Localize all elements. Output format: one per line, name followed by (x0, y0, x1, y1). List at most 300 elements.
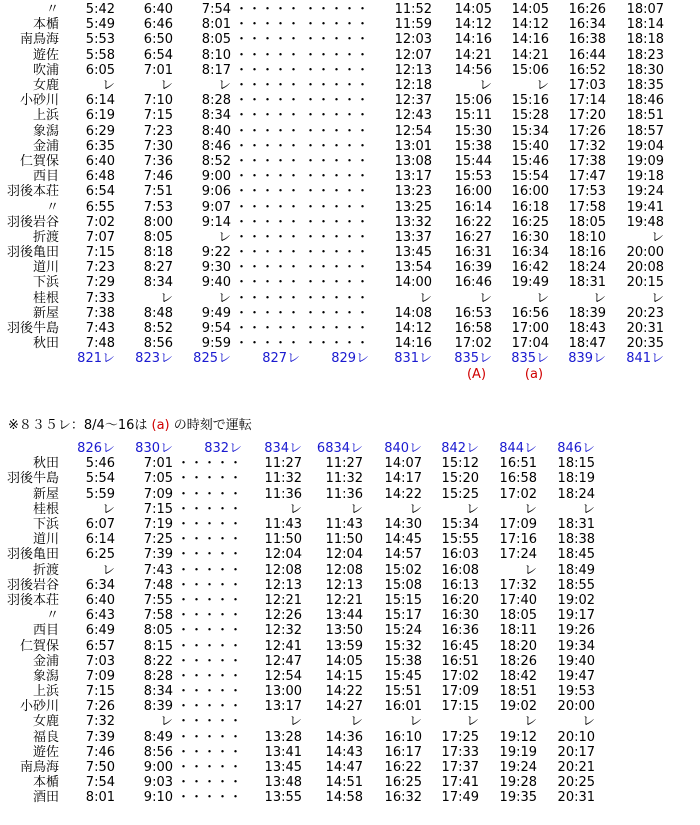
station-name: 〃 (45, 608, 59, 624)
time-cell: 6:19 (85, 108, 115, 124)
time-cell: 18:39 (568, 305, 607, 321)
time-cell: ・・・・・ (235, 336, 301, 352)
time-cell: 7:54 (201, 2, 231, 18)
time-cell: 18:49 (557, 562, 596, 578)
time-cell: レ (159, 714, 173, 730)
time-cell: レ (479, 78, 493, 94)
time-cell: 19:41 (626, 199, 665, 215)
time-cell: 15:24 (384, 623, 423, 639)
station-name: 羽後牛島 (6, 471, 59, 487)
time-cell: 16:25 (384, 775, 423, 791)
time-cell: 18:14 (626, 17, 665, 33)
time-cell: 11:50 (325, 532, 364, 548)
time-cell: 9:22 (201, 245, 231, 261)
time-cell: 17:37 (441, 760, 480, 776)
time-cell: 17:14 (568, 93, 607, 109)
train-number: 821レ (77, 351, 115, 367)
time-cell: 7:07 (85, 229, 115, 245)
time-cell: 16:45 (441, 638, 480, 654)
table-row (2, 124, 668, 139)
train-number: 832レ (204, 441, 243, 457)
time-cell: 7:43 (143, 562, 173, 578)
station-name: 西目 (32, 623, 59, 639)
station-name: 桂根 (32, 501, 59, 517)
time-cell: 6:40 (85, 592, 115, 608)
time-cell: 5:53 (85, 32, 115, 48)
time-cell: レ (524, 501, 538, 517)
time-cell: ・・・・・ (177, 517, 243, 533)
train-number: 6834レ (316, 441, 364, 457)
time-cell: 7:32 (85, 714, 115, 730)
time-cell: レ (524, 562, 538, 578)
time-cell: 15:15 (384, 592, 423, 608)
time-cell: 8:10 (201, 47, 231, 63)
table-row (2, 32, 668, 47)
timetable-lower-body (2, 441, 599, 806)
time-cell: 17:20 (568, 108, 607, 124)
time-cell: 7:46 (85, 744, 115, 760)
station-name: 西目 (32, 169, 59, 185)
time-cell: 12:21 (264, 592, 303, 608)
time-cell: 18:30 (626, 62, 665, 78)
station-name: 秋田 (32, 456, 59, 472)
time-cell: 12:13 (394, 62, 433, 78)
time-cell: ・・・・・ (304, 47, 370, 63)
time-cell: レ (289, 714, 303, 730)
time-cell: 18:07 (626, 2, 665, 18)
time-cell: 6:46 (143, 17, 173, 33)
time-cell: ・・・・・ (177, 668, 243, 684)
train-number: 823レ (135, 351, 173, 367)
time-cell: 18:23 (626, 47, 665, 63)
time-cell: 16:26 (568, 2, 607, 18)
time-cell: 7:19 (143, 517, 173, 533)
time-cell: ・・・・・ (177, 547, 243, 563)
time-cell: ・・・・・ (177, 760, 243, 776)
time-cell: 7:38 (85, 305, 115, 321)
time-cell: 7:15 (143, 501, 173, 517)
time-cell: 18:15 (557, 456, 596, 472)
time-cell: 13:54 (394, 260, 433, 276)
time-cell: 16:25 (511, 214, 550, 230)
time-cell: レ (536, 78, 550, 94)
time-cell: 13:00 (264, 684, 303, 700)
time-cell: ・・・・・ (304, 108, 370, 124)
time-cell: 14:05 (325, 653, 364, 669)
time-cell: 18:55 (557, 577, 596, 593)
train-number: 826レ (77, 441, 115, 457)
time-cell: 15:38 (384, 653, 423, 669)
time-cell: 16:27 (454, 229, 493, 245)
time-cell: 16:36 (441, 623, 480, 639)
time-cell: 7:29 (85, 275, 115, 291)
time-cell: ・・・・・ (235, 169, 301, 185)
note-suffix: の時刻で運転 (169, 418, 252, 433)
time-cell: レ (536, 290, 550, 306)
time-cell: 8:56 (143, 336, 173, 352)
time-cell: 8:28 (201, 93, 231, 109)
time-cell: 14:16 (394, 336, 433, 352)
time-cell: 16:34 (568, 17, 607, 33)
time-cell: ・・・・・ (304, 169, 370, 185)
time-cell: 19:49 (511, 275, 550, 291)
time-cell: ・・・・・ (235, 290, 301, 306)
train-mark (235, 367, 304, 382)
time-cell: ・・・・・ (177, 486, 243, 502)
time-cell: 18:38 (557, 532, 596, 548)
time-cell: 16:52 (568, 62, 607, 78)
time-cell: ・・・・・ (304, 305, 370, 321)
station-name: 南鳥海 (19, 32, 59, 48)
table-row (2, 48, 668, 63)
time-cell: 15:28 (511, 108, 550, 124)
station-name: 新屋 (32, 305, 59, 321)
time-cell: 8:52 (201, 153, 231, 169)
table-row (2, 230, 668, 245)
time-cell: 7:53 (143, 199, 173, 215)
station-name: 象潟 (32, 668, 59, 684)
table-row (2, 245, 668, 260)
station-name: 南鳥海 (19, 760, 59, 776)
time-cell: 20:25 (557, 775, 596, 791)
train-mark (177, 367, 235, 382)
table-row (2, 93, 668, 108)
time-cell: 8:34 (201, 108, 231, 124)
time-cell: 9:30 (201, 260, 231, 276)
station-name: 福良 (32, 729, 59, 745)
time-cell: 18:31 (568, 275, 607, 291)
time-cell: ・・・・・ (304, 321, 370, 337)
station-name: 新屋 (32, 486, 59, 502)
time-cell: 7:48 (85, 336, 115, 352)
time-cell: 12:04 (264, 547, 303, 563)
table-row (2, 730, 599, 745)
table-row (2, 608, 599, 623)
time-cell: 12:18 (394, 78, 433, 94)
time-cell: 15:51 (384, 684, 423, 700)
time-cell: 16:30 (441, 608, 480, 624)
time-cell: 18:19 (557, 471, 596, 487)
time-cell: レ (419, 290, 433, 306)
time-cell: ・・・・・ (235, 199, 301, 215)
time-cell: ・・・・・ (235, 305, 301, 321)
time-cell: ・・・・・ (177, 653, 243, 669)
time-cell: 15:53 (454, 169, 493, 185)
time-cell: 16:22 (384, 760, 423, 776)
time-cell: 16:39 (454, 260, 493, 276)
station-name: 本楯 (32, 17, 59, 33)
time-cell: 17:26 (568, 123, 607, 139)
time-cell: 12:08 (325, 562, 364, 578)
time-cell: ・・・・・ (177, 471, 243, 487)
time-cell: ・・・・・ (177, 592, 243, 608)
time-cell: 7:50 (85, 760, 115, 776)
time-cell: 14:22 (384, 486, 423, 502)
time-cell: ・・・・・ (304, 138, 370, 154)
time-cell: 18:16 (568, 245, 607, 261)
station-name: 羽後岩谷 (6, 577, 59, 593)
time-cell: 8:18 (143, 245, 173, 261)
time-cell: 12:37 (394, 93, 433, 109)
time-cell: レ (159, 78, 173, 94)
table-row (2, 487, 599, 502)
time-cell: 7:15 (85, 245, 115, 261)
train-number: 846レ (557, 441, 596, 457)
time-cell: 13:01 (394, 138, 433, 154)
time-cell: 19:26 (557, 623, 596, 639)
station-name: 羽後岩谷 (6, 214, 59, 230)
time-cell: 20:35 (626, 336, 665, 352)
time-cell: ・・・・・ (177, 623, 243, 639)
station-name: 女鹿 (32, 714, 59, 730)
station-name: 下浜 (32, 275, 59, 291)
time-cell: ・・・・・ (235, 47, 301, 63)
time-cell: 15:38 (454, 138, 493, 154)
time-cell: 8:56 (143, 744, 173, 760)
time-cell: 19:40 (557, 653, 596, 669)
time-cell: ・・・・・ (235, 153, 301, 169)
time-cell: 13:37 (394, 229, 433, 245)
time-cell: 14:21 (511, 47, 550, 63)
time-cell: 16:03 (441, 547, 480, 563)
time-cell: ・・・・・ (235, 321, 301, 337)
time-cell: 16:30 (511, 229, 550, 245)
time-cell: 16:18 (511, 199, 550, 215)
time-cell: 8:46 (201, 138, 231, 154)
time-cell: ・・・・・ (304, 17, 370, 33)
table-row (2, 714, 599, 729)
time-cell: 11:52 (394, 2, 433, 18)
time-cell: 8:01 (201, 17, 231, 33)
time-cell: 18:35 (626, 78, 665, 94)
time-cell: 12:13 (325, 577, 364, 593)
time-cell: 17:09 (441, 684, 480, 700)
time-cell: 6:54 (143, 47, 173, 63)
time-cell: ・・・・・ (304, 2, 370, 18)
time-cell: 14:12 (394, 321, 433, 337)
time-cell: ・・・・・ (304, 245, 370, 261)
time-cell: 7:36 (143, 153, 173, 169)
time-cell: ・・・・・ (177, 562, 243, 578)
time-cell: 7:48 (143, 577, 173, 593)
time-cell: 13:50 (325, 623, 364, 639)
time-cell: 19:47 (557, 668, 596, 684)
table-row (2, 291, 668, 306)
time-cell: 7:46 (143, 169, 173, 185)
time-cell: 7:05 (143, 471, 173, 487)
time-cell: ・・・・・ (304, 229, 370, 245)
time-cell: 18:24 (557, 486, 596, 502)
time-cell: レ (651, 290, 665, 306)
time-cell: 14:07 (384, 456, 423, 472)
time-cell: 17:47 (568, 169, 607, 185)
time-cell: 16:17 (384, 744, 423, 760)
table-row (2, 669, 599, 684)
time-cell: 7:15 (85, 684, 115, 700)
table-row (2, 517, 599, 532)
table-row (2, 63, 668, 78)
time-cell: レ (479, 290, 493, 306)
time-cell: ・・・・・ (235, 229, 301, 245)
table-row (2, 154, 668, 169)
time-cell: 9:07 (201, 199, 231, 215)
time-cell: 16:51 (499, 456, 538, 472)
time-cell: 16:13 (441, 577, 480, 593)
time-cell: ・・・・・ (304, 78, 370, 94)
time-cell: 6:40 (85, 153, 115, 169)
time-cell: 18:46 (626, 93, 665, 109)
time-cell: 14:12 (454, 17, 493, 33)
time-cell: 7:33 (85, 290, 115, 306)
time-cell: 8:49 (143, 729, 173, 745)
timetable-upper (2, 2, 668, 382)
time-cell: 20:31 (557, 790, 596, 806)
time-cell: 18:57 (626, 123, 665, 139)
station-name: 〃 (45, 199, 59, 215)
time-cell: 19:12 (499, 729, 538, 745)
time-cell: レ (524, 714, 538, 730)
train-number: 842レ (441, 441, 480, 457)
table-row (2, 775, 599, 790)
time-cell: 16:58 (499, 471, 538, 487)
time-cell: 12:21 (325, 592, 364, 608)
time-cell: 8:01 (85, 790, 115, 806)
time-cell: 19:09 (626, 153, 665, 169)
time-cell: 16:08 (441, 562, 480, 578)
train-mark (610, 367, 668, 382)
time-cell: 14:08 (394, 305, 433, 321)
station-name: 秋田 (32, 336, 59, 352)
station-name: 金浦 (32, 138, 59, 154)
table-row (2, 563, 599, 578)
time-cell: レ (159, 290, 173, 306)
table-row (2, 684, 599, 699)
time-cell: 11:59 (394, 17, 433, 33)
train-number: 835レ (454, 351, 493, 367)
station-name: 仁賀保 (19, 153, 59, 169)
time-cell: ・・・・・ (177, 608, 243, 624)
time-cell: 6:43 (85, 608, 115, 624)
table-row (2, 260, 668, 275)
time-cell: 11:36 (325, 486, 364, 502)
train-mark (304, 367, 373, 382)
time-cell: 7:30 (143, 138, 173, 154)
train-number: 839レ (568, 351, 607, 367)
time-cell: 15:06 (511, 62, 550, 78)
time-cell: 16:00 (454, 184, 493, 200)
time-cell: 20:15 (626, 275, 665, 291)
train-number: 830レ (135, 441, 173, 457)
station-name: 遊佐 (32, 47, 59, 63)
time-cell: レ (289, 501, 303, 517)
time-cell: 17:03 (568, 78, 607, 94)
time-cell: 8:00 (143, 214, 173, 230)
time-cell: ・・・・・ (304, 123, 370, 139)
time-cell: 11:43 (264, 517, 303, 533)
time-cell: レ (217, 290, 231, 306)
table-row (2, 306, 668, 321)
time-cell: レ (466, 501, 480, 517)
time-cell: ・・・・・ (304, 93, 370, 109)
time-cell: 13:08 (394, 153, 433, 169)
time-cell: 19:24 (626, 184, 665, 200)
time-cell: 7:39 (85, 729, 115, 745)
time-cell: 14:17 (384, 471, 423, 487)
time-cell: 19:17 (557, 608, 596, 624)
time-cell: 18:43 (568, 321, 607, 337)
time-cell: 14:47 (325, 760, 364, 776)
time-cell: 7:58 (143, 608, 173, 624)
time-cell: 7:23 (143, 123, 173, 139)
time-cell: 14:51 (325, 775, 364, 791)
table-row (2, 638, 599, 653)
table-row (2, 17, 668, 32)
time-cell: 15:44 (454, 153, 493, 169)
time-cell: ・・・・・ (177, 729, 243, 745)
time-cell: 19:53 (557, 684, 596, 700)
time-cell: 19:35 (499, 790, 538, 806)
time-cell: ・・・・・ (235, 17, 301, 33)
time-cell: 6:35 (85, 138, 115, 154)
train-mark (119, 367, 177, 382)
time-cell: 13:25 (394, 199, 433, 215)
train-number-row (2, 441, 599, 456)
time-cell: ・・・・・ (304, 199, 370, 215)
time-cell: 9:00 (143, 760, 173, 776)
train-number: 825レ (193, 351, 231, 367)
time-cell: 15:16 (511, 93, 550, 109)
time-cell: 15:30 (454, 123, 493, 139)
time-cell: 14:16 (454, 32, 493, 48)
station-name: 道川 (32, 532, 59, 548)
time-cell: 15:20 (441, 471, 480, 487)
timetable-upper-body (2, 2, 668, 382)
time-cell: ・・・・・ (235, 2, 301, 18)
station-name: 羽後亀田 (6, 245, 59, 261)
time-cell: 8:40 (201, 123, 231, 139)
time-cell: 6:14 (85, 93, 115, 109)
time-cell: 14:22 (325, 684, 364, 700)
time-cell: ・・・・・ (235, 184, 301, 200)
station-name: 本楯 (32, 775, 59, 791)
time-cell: 18:11 (499, 623, 538, 639)
time-cell: 16:58 (454, 321, 493, 337)
time-cell: ・・・・・ (177, 638, 243, 654)
time-cell: 16:20 (441, 592, 480, 608)
time-cell: 13:32 (394, 214, 433, 230)
time-cell: 19:24 (499, 760, 538, 776)
time-cell: 8:28 (143, 668, 173, 684)
time-cell: 17:41 (441, 775, 480, 791)
time-cell: 9:14 (201, 214, 231, 230)
time-cell: レ (409, 714, 423, 730)
time-cell: 8:39 (143, 699, 173, 715)
time-cell: ・・・・・ (304, 260, 370, 276)
time-cell: 7:54 (85, 775, 115, 791)
time-cell: ・・・・・ (235, 93, 301, 109)
time-cell: 20:31 (626, 321, 665, 337)
time-cell: 18:24 (568, 260, 607, 276)
train-number: 840レ (384, 441, 423, 457)
time-cell: 14:56 (454, 62, 493, 78)
time-cell: 16:00 (511, 184, 550, 200)
station-name: 上浜 (32, 684, 59, 700)
time-cell: 17:24 (499, 547, 538, 563)
station-name: 〃 (45, 2, 59, 18)
time-cell: ・・・・・ (177, 744, 243, 760)
station-name: 折渡 (32, 229, 59, 245)
train-mark: (a) (524, 366, 544, 382)
